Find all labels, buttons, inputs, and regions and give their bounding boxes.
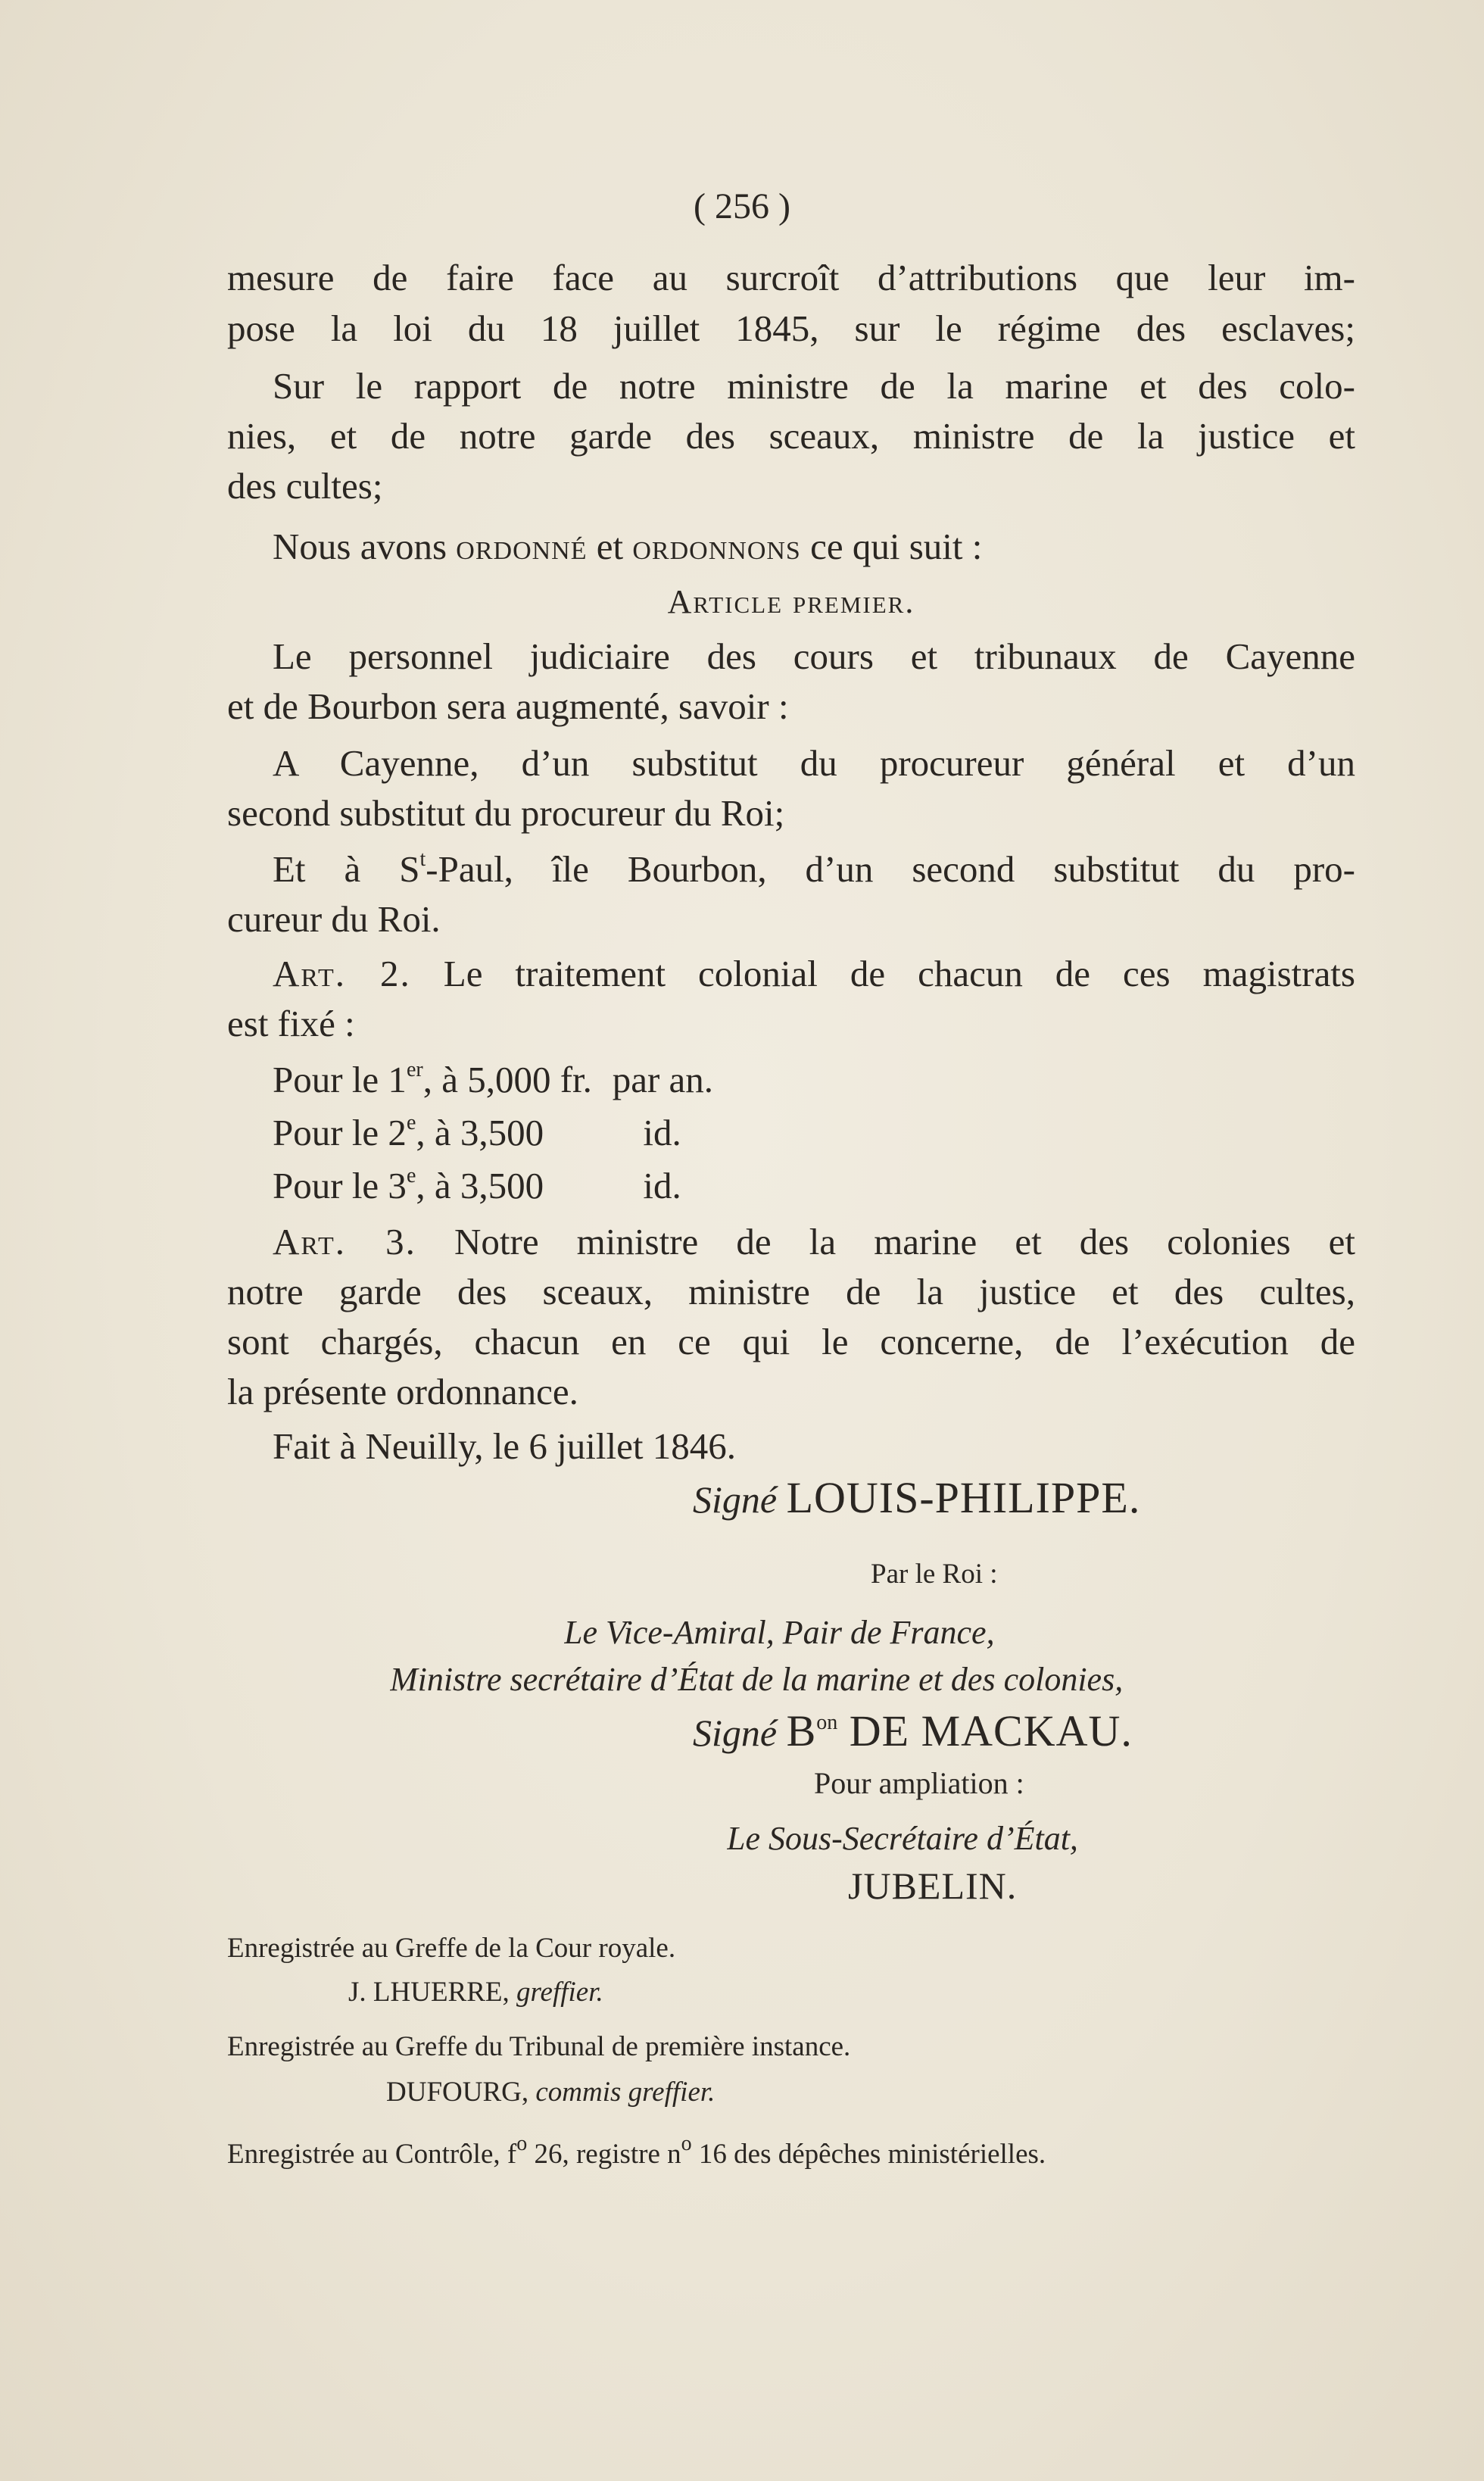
text-line: pose la loi du 18 juillet 1845, sur le régime des esclaves; [227, 307, 1355, 349]
text-line: est fixé : [227, 1003, 355, 1044]
article-heading: Article premier. [667, 583, 915, 620]
registration-cour: Enregistrée au Greffe de la Cour royale. [227, 1933, 676, 1964]
text-line: sont chargés, chacun en ce qui le concerne, de l’exécution de [227, 1321, 1355, 1362]
minister-signature: Signé $B^{on}$ DE MACKAU. [693, 1709, 1133, 1754]
vice-amiral: Le Vice-Amiral, Pair de France, [564, 1614, 995, 1651]
article-2: Art. 2. Le traitement colonial de chacun de ces magistrats [273, 953, 1355, 994]
pour-ampliation: Pour ampliation : [814, 1766, 1024, 1800]
sous-secretaire: Le Sous-Secrétaire d’État, [727, 1820, 1078, 1857]
date-line: Fait à Neuilly, le 6 juillet 1846. [273, 1425, 736, 1467]
text-line: des cultes; [227, 465, 383, 507]
text-line: second substitut du procureur du Roi; [227, 792, 785, 834]
text-line: nies, et de notre garde des sceaux, ministre de la justice et [227, 415, 1355, 457]
text-line: notre garde des sceaux, ministre de la justice et des cultes, [227, 1271, 1355, 1312]
text-line: cureur du Roi. [227, 898, 441, 940]
registration-tribunal-signature: DUFOURG, commis greffier. [386, 2077, 716, 2108]
page-number: ( 256 ) [694, 186, 790, 226]
ministre-title: Ministre secrétaire d’État de la marine et des colonies, [390, 1661, 1124, 1698]
registration-tribunal: Enregistrée au Greffe du Tribunal de première instance. [227, 2031, 851, 2062]
text-line: et de Bourbon sera augmenté, savoir : [227, 685, 789, 727]
article-3: Art. 3. Notre ministre de la marine et des colonies et [273, 1221, 1355, 1262]
text-line: A Cayenne, d’un substitut du procureur général et d’un [273, 742, 1355, 784]
text-line: la présente ordonnance. [227, 1371, 578, 1412]
text-line: Sur le rapport de notre ministre de la marine et des colo- [273, 365, 1355, 407]
jubelin-signature: JUBELIN. [848, 1865, 1018, 1907]
decree-formula: Nous avons ordonné et ordonnons ce qui suit : [273, 526, 983, 567]
text-line: mesure de faire face au surcroît d’attributions que leur im- [227, 257, 1355, 298]
text-line: Et à $S^t$-Paul, île Bourbon, d’un second substitut du pro- [273, 847, 1355, 890]
king-signature: Signé LOUIS-PHILIPPE. [693, 1475, 1141, 1521]
salary-row: Pour le 2e, à 3,500 id. [273, 1110, 681, 1153]
registration-cour-signature: J. LHUERRE, greffier. [348, 1977, 603, 2008]
par-le-roi: Par le Roi : [871, 1559, 998, 1590]
registration-controle: Enregistrée au Contrôle, $f^o$ 26, registre $n^o$ 16 des dépêches ministérielles. [227, 2137, 1046, 2170]
salary-row: Pour le 3e, à 3,500 id. [273, 1163, 681, 1206]
salary-row: Pour le 1er, à 5,000 fr. par an. [273, 1057, 714, 1100]
text-line: Le personnel judiciaire des cours et tribunaux de Cayenne [273, 635, 1355, 677]
